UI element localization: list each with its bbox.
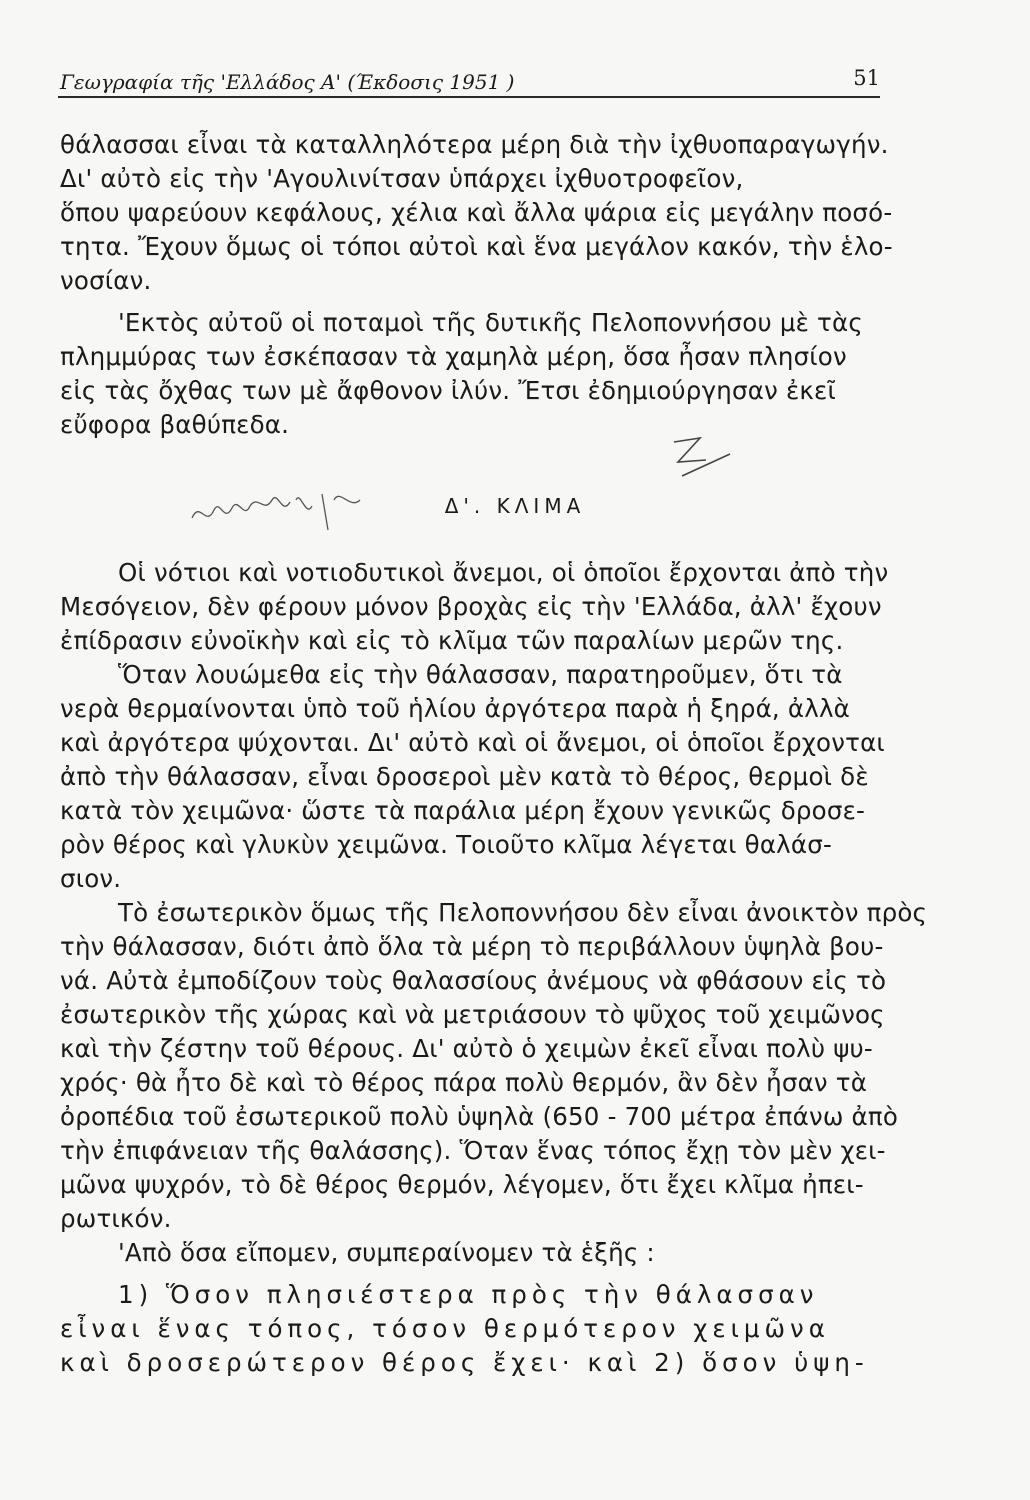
- text-line: Δι' αὐτὸ εἰς τὴν 'Αγουλινίτσαν ὑπάρχει ἰχθυοτροφεῖον,: [60, 164, 744, 193]
- text-line: Οἱ νότιοι καὶ νοτιοδυτικοὶ ἄνεμοι, οἱ ὁποῖοι ἔρχονται ἀπὸ τὴν: [118, 558, 889, 587]
- text-line: τὴν θάλασσαν, διότι ἀπὸ ὅλα τὰ μέρη τὸ περιβάλλουν ὑψηλὰ βου-: [60, 932, 884, 961]
- text-line: 1) Ὅσον πλησιέστερα πρὸς τὴν θάλασσαν: [118, 1280, 819, 1309]
- text-line: τὴν ἐπιφάνειαν τῆς θαλάσσης). Ὅταν ἕνας τόπος ἔχῃ τὸν μὲν χει-: [60, 1136, 886, 1165]
- section-heading: Δ'. ΚΛΙΜΑ: [444, 494, 586, 518]
- header-rule: [58, 96, 880, 98]
- text-line: ἐσωτερικὸν τῆς χώρας καὶ νὰ μετριάσουν τὸ ψῦχος τοῦ χειμῶνος: [60, 1000, 885, 1029]
- text-line: ἀπὸ τὴν θάλασσαν, εἶναι δροσεροὶ μὲν κατὰ τὸ θέρος, θερμοὶ δὲ: [60, 762, 869, 791]
- text-line: μῶνα ψυχρόν, τὸ δὲ θέρος θερμόν, λέγομεν, ὅτι ἔχει κλῖμα ἠπει-: [60, 1170, 864, 1199]
- text-line: χρός· θὰ ἦτο δὲ καὶ τὸ θέρος πάρα πολὺ θερμόν, ἂν δὲν ἦσαν τὰ: [60, 1068, 868, 1097]
- text-line: Ὅταν λουώμεθα εἰς τὴν θάλασσαν, παρατηροῦμεν, ὅτι τὰ: [118, 660, 843, 689]
- text-line: ὅπου ψαρεύουν κεφάλους, χέλια καὶ ἄλλα ψάρια εἰς μεγάλην ποσό-: [60, 198, 893, 227]
- text-line: καὶ ἀργότερα ψύχονται. Δι' αὐτὸ καὶ οἱ ἄνεμοι, οἱ ὁποῖοι ἔρχονται: [60, 728, 885, 757]
- text-line: ρὸν θέρος καὶ γλυκὺν χειμῶνα. Τοιοῦτο κλῖμα λέγεται θαλάσ-: [60, 830, 832, 859]
- text-line: σιον.: [60, 864, 122, 893]
- text-line: νερὰ θερμαίνονται ὑπὸ τοῦ ἡλίου ἀργότερα παρὰ ἡ ξηρά, ἀλλὰ: [60, 694, 850, 723]
- text-line: 'Εκτὸς αὐτοῦ οἱ ποταμοὶ τῆς δυτικῆς Πελοποννήσου μὲ τὰς: [118, 308, 863, 337]
- text-line: εἰς τὰς ὄχθας των μὲ ἄφθονον ἰλύν. Ἔτσι ἐδημιούργησαν ἐκεῖ: [60, 376, 836, 405]
- text-line: ρωτικόν.: [60, 1204, 172, 1233]
- text-line: καὶ δροσερώτερον θέρος ἔχει· καὶ 2) ὅσον ὑψη-: [60, 1348, 869, 1377]
- text-line: θάλασσαι εἶναι τὰ καταλληλότερα μέρη διὰ τὴν ἰχθυοπαραγωγήν.: [60, 130, 889, 159]
- text-line: 'Απὸ ὅσα εἴπομεν, συμπεραίνομεν τὰ ἑξῆς :: [118, 1238, 655, 1267]
- text-line: ἐπίδρασιν εὐνοϊκὴν καὶ εἰς τὸ κλῖμα τῶν παραλίων μερῶν της.: [60, 626, 844, 655]
- text-line: πλημμύρας των ἐσκέπασαν τὰ χαμηλὰ μέρη, ὅσα ἦσαν πλησίον: [60, 342, 847, 371]
- text-line: Τὸ ἐσωτερικὸν ὅμως τῆς Πελοποννήσου δὲν εἶναι ἀνοικτὸν πρὸς: [118, 898, 928, 927]
- page-number: 51: [853, 66, 880, 90]
- running-title: Γεωγραφία τῆς 'Ελλάδος Α' (Έκδοσις 1951 ): [60, 70, 515, 94]
- text-line: καὶ τὴν ζέστην τοῦ θέρους. Δι' αὐτὸ ὁ χειμὼν ἐκεῖ εἶναι πολὺ ψυ-: [60, 1034, 873, 1063]
- text-line: τητα. Ἔχουν ὅμως οἱ τόποι αὐτοὶ καὶ ἕνα μεγάλον κακόν, τὴν ἑλο-: [60, 232, 893, 261]
- running-header: [60, 66, 880, 96]
- text-line: εἶναι ἕνας τόπος, τόσον θερμότερον χειμῶνα: [60, 1314, 830, 1343]
- handwritten-mark: [660, 432, 740, 492]
- text-line: Μεσόγειον, δὲν φέρουν μόνον βροχὰς εἰς τὴν 'Ελλάδα, ἀλλ' ἔχουν: [60, 592, 882, 621]
- text-line: νοσίαν.: [60, 266, 152, 295]
- text-line: εὔφορα βαθύπεδα.: [60, 410, 290, 439]
- text-line: νά. Αὐτὰ ἐμποδίζουν τοὺς θαλασσίους ἀνέμους νὰ φθάσουν εἰς τὸ: [60, 966, 887, 995]
- text-line: ὀροπέδια τοῦ ἐσωτερικοῦ πολὺ ὑψηλὰ (650 - 700 μέτρα ἐπάνω ἀπὸ: [60, 1102, 899, 1131]
- handwritten-annotation: [188, 470, 368, 540]
- text-line: κατὰ τὸν χειμῶνα· ὥστε τὰ παράλια μέρη ἔχουν γενικῶς δροσε-: [60, 796, 866, 825]
